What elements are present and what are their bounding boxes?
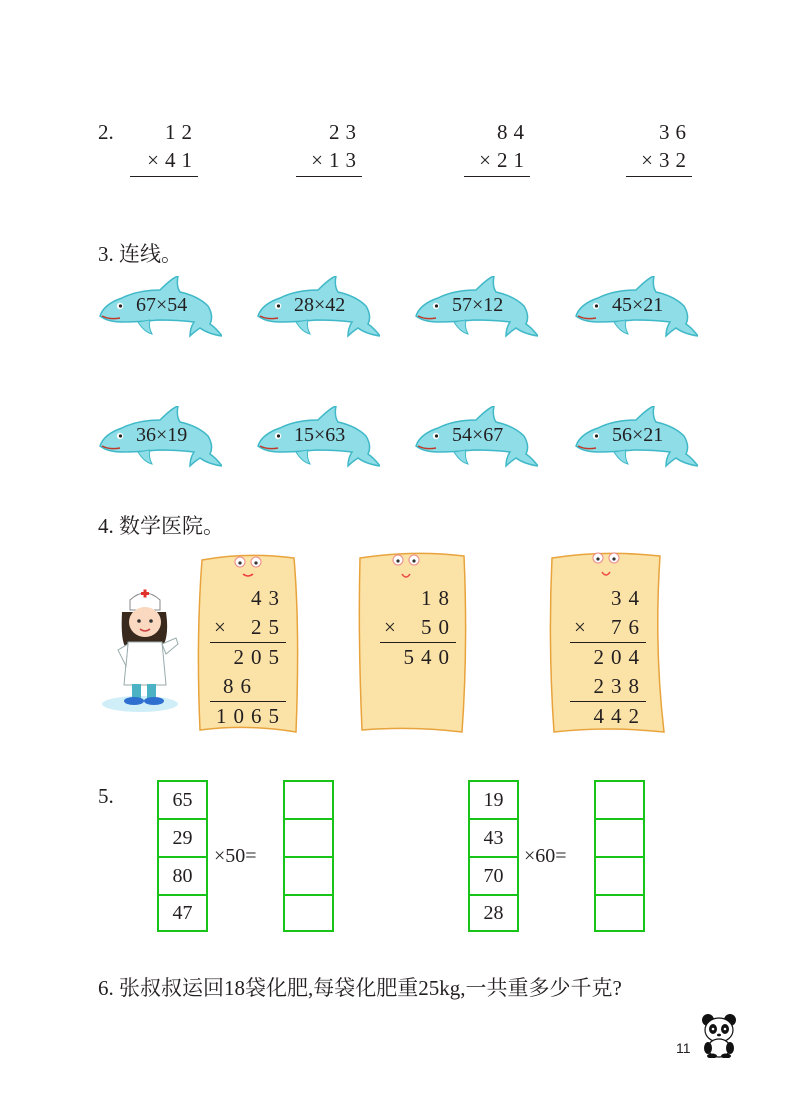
multiplier-row xyxy=(570,613,646,643)
multiplicand: 23 xyxy=(329,120,362,144)
calculation-paper xyxy=(356,548,468,736)
multiplication-problem xyxy=(108,118,198,177)
number-cell: 65 xyxy=(157,780,208,820)
multiplier: 76 xyxy=(611,615,646,639)
multiplication-problem xyxy=(440,118,530,177)
partial-product: 204 xyxy=(593,645,646,669)
answer-box[interactable] xyxy=(283,780,334,820)
multiplier: ×32 xyxy=(641,148,692,172)
number-cell: 47 xyxy=(157,894,208,932)
section-5-label: 5. xyxy=(98,784,114,808)
multiplier-row xyxy=(380,613,456,643)
product: 442 xyxy=(593,704,646,728)
multiplicand: 12 xyxy=(165,120,198,144)
answer-box[interactable] xyxy=(283,856,334,896)
dolphin-expression: 45×21 xyxy=(612,294,664,316)
dolphin-expression: 67×54 xyxy=(136,294,188,316)
number-cell: 80 xyxy=(157,856,208,896)
dolphin-card[interactable] xyxy=(414,276,538,338)
multiplication-problem xyxy=(602,118,692,177)
number-cell: 70 xyxy=(468,856,519,896)
dolphin-card[interactable] xyxy=(574,406,698,468)
dolphin-expression: 57×12 xyxy=(452,294,504,316)
page-number: 11 xyxy=(676,1040,691,1056)
multiplier: ×41 xyxy=(147,148,198,172)
number-cell: 19 xyxy=(468,780,519,820)
answer-box[interactable] xyxy=(594,894,645,932)
times-sign: × xyxy=(574,615,593,639)
calculation-paper xyxy=(196,548,300,736)
multiplier: 50 xyxy=(421,615,456,639)
multiplier-row xyxy=(210,613,286,643)
operation-label: ×50= xyxy=(214,845,257,867)
dolphin-card[interactable] xyxy=(98,406,222,468)
answer-box[interactable] xyxy=(594,856,645,896)
multiplier: 25 xyxy=(251,615,286,639)
section-3-label: 3. 连线。 xyxy=(98,242,182,266)
product: 1065 xyxy=(216,704,286,728)
dolphin-card[interactable] xyxy=(256,276,380,338)
multiplication-problem xyxy=(272,118,362,177)
answer-box[interactable] xyxy=(594,780,645,820)
operation-label: ×60= xyxy=(524,845,567,867)
multiplicand: 34 xyxy=(611,586,646,610)
panda-icon xyxy=(700,1012,738,1058)
partial-product-value: 86 xyxy=(223,674,258,698)
answer-box[interactable] xyxy=(594,818,645,858)
multiplier: ×13 xyxy=(311,148,362,172)
dolphin-card[interactable] xyxy=(98,276,222,338)
dolphin-expression: 36×19 xyxy=(136,424,188,446)
section-4-label: 4. 数学医院。 xyxy=(98,514,224,538)
partial-product: 238 xyxy=(570,672,646,702)
partial-product: 205 xyxy=(233,645,286,669)
number-cell: 29 xyxy=(157,818,208,858)
underline xyxy=(296,176,362,177)
underline xyxy=(626,176,692,177)
multiplicand: 36 xyxy=(659,120,692,144)
underline xyxy=(130,176,198,177)
times-sign: × xyxy=(214,615,233,639)
product: 540 xyxy=(403,645,456,669)
multiplicand: 43 xyxy=(251,586,286,610)
underline xyxy=(464,176,530,177)
dolphin-card[interactable] xyxy=(414,406,538,468)
times-sign: × xyxy=(384,615,403,639)
dolphin-card[interactable] xyxy=(256,406,380,468)
number-cell: 43 xyxy=(468,818,519,858)
dolphin-expression: 56×21 xyxy=(612,424,664,446)
number-cell: 28 xyxy=(468,894,519,932)
answer-box[interactable] xyxy=(283,894,334,932)
dolphin-card[interactable] xyxy=(574,276,698,338)
section-2-label: 2. xyxy=(98,120,114,144)
dolphin-expression: 54×67 xyxy=(452,424,504,446)
partial-product xyxy=(210,672,286,702)
multiplier: ×21 xyxy=(479,148,530,172)
multiplicand: 84 xyxy=(497,120,530,144)
answer-box[interactable] xyxy=(283,818,334,858)
word-problem: 6. 张叔叔运回18袋化肥,每袋化肥重25kg,一共重多少千克? xyxy=(98,976,622,1000)
multiplicand: 18 xyxy=(421,586,456,610)
dolphin-expression: 15×63 xyxy=(294,424,346,446)
dolphin-expression: 28×42 xyxy=(294,294,346,316)
doctor-illustration xyxy=(100,580,190,715)
calculation-paper xyxy=(544,546,668,738)
